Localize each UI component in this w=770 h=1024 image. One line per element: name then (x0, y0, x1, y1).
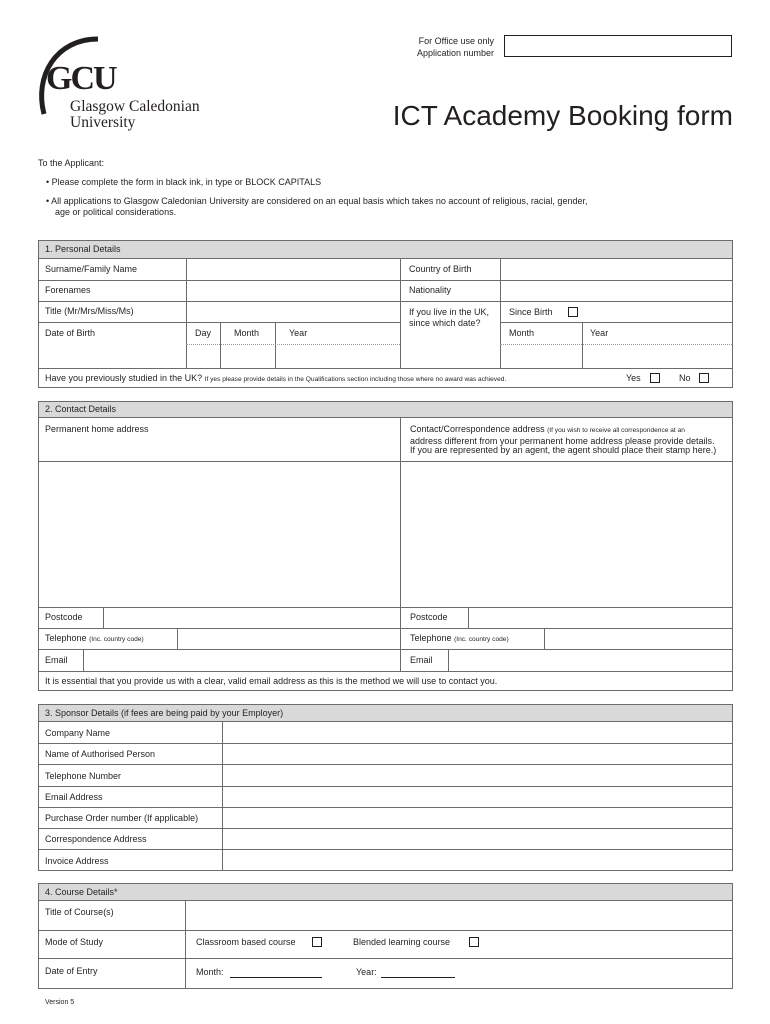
forenames-label: Forenames (45, 285, 91, 295)
telephone-text: Telephone (45, 633, 87, 643)
telephone-field[interactable] (178, 629, 399, 649)
mode-of-study-label: Mode of Study (45, 937, 104, 947)
studied-no-label: No (679, 373, 691, 383)
contact-details-heading: 2. Contact Details (39, 402, 732, 418)
entry-year-label: Year: (356, 967, 377, 977)
studied-note: If yes please provide details in the Qualifications section including those where no award was achieved. (204, 376, 507, 383)
intro-heading: To the Applicant: (38, 158, 105, 168)
dob-month-label: Month (234, 328, 260, 338)
postcode-label: Postcode (45, 612, 83, 622)
surname-field[interactable] (187, 260, 399, 280)
sponsor-po-field[interactable] (223, 808, 731, 828)
sponsor-company-label: Company Name (45, 728, 111, 738)
studied-question-text: Have you previously studied in the UK? (45, 373, 203, 383)
forenames-field[interactable] (187, 281, 399, 301)
intro-bullet-2: • All applications to Glasgow Caledonian University are considered on an equal basis which takes no account of religious, racial, gender, (46, 196, 588, 206)
nationality-label: Nationality (409, 285, 452, 295)
correspondence-note-2: address different from your permanent home address please provide details. (410, 436, 715, 446)
corr-postcode-field[interactable] (469, 608, 731, 628)
email-field[interactable] (84, 650, 399, 671)
sponsor-person-label: Name of Authorised Person (45, 749, 156, 759)
gcu-logo (34, 36, 224, 132)
course-details-heading: 4. Course Details* (39, 884, 732, 901)
personal-details-section (38, 240, 733, 388)
classroom-label: Classroom based course (196, 937, 296, 947)
correspondence-note-3: If you are represented by an agent, the agent should place their stamp here.) (410, 445, 717, 455)
uk-since-label-2: since which date? (409, 318, 481, 328)
since-birth-label: Since Birth (509, 307, 553, 317)
sponsor-email-label: Email Address (45, 792, 103, 802)
surname-label: Surname/Family Name (45, 264, 138, 274)
classroom-checkbox[interactable] (312, 937, 322, 947)
version-label: Version 5 (45, 999, 75, 1006)
corr-telephone-text: Telephone (410, 633, 452, 643)
intro-bullet-2-cont: age or political considerations. (55, 207, 177, 217)
dob-label: Date of Birth (45, 328, 96, 338)
dob-day-label: Day (195, 328, 212, 338)
logo-line2: University (70, 114, 136, 131)
uk-month-label: Month (509, 328, 535, 338)
sponsor-person-field[interactable] (223, 744, 731, 764)
correspondence-address-text: Contact/Correspondence address (410, 424, 545, 434)
entry-month-label: Month: (196, 967, 224, 977)
country-of-birth-label: Country of Birth (409, 264, 472, 274)
sponsor-telephone-label: Telephone Number (45, 771, 122, 781)
telephone-note: (Inc. country code) (89, 636, 144, 643)
course-details-section (38, 883, 733, 989)
correspondence-address-field[interactable] (401, 462, 731, 606)
contact-details-section (38, 401, 733, 691)
corr-email-field[interactable] (449, 650, 731, 671)
blended-checkbox[interactable] (469, 937, 479, 947)
since-birth-checkbox[interactable] (568, 307, 578, 317)
email-label: Email (45, 655, 68, 665)
corr-postcode-label: Postcode (410, 612, 448, 622)
date-of-entry-label: Date of Entry (45, 966, 98, 976)
course-title-field[interactable] (186, 902, 731, 930)
correspondence-address-label (410, 424, 685, 434)
sponsor-details-heading: 3. Sponsor Details (if fees are being paid by your Employer) (39, 705, 732, 722)
corr-telephone-label (410, 633, 509, 643)
permanent-address-field[interactable] (40, 462, 399, 606)
office-use-label: For Office use only (418, 36, 494, 46)
application-number-label: Application number (416, 48, 494, 58)
entry-year-line[interactable] (381, 977, 455, 978)
logo-mark: GCU (46, 60, 116, 97)
corr-telephone-note: (Inc. country code) (454, 636, 509, 643)
sponsor-telephone-field[interactable] (223, 765, 731, 786)
sponsor-po-label: Purchase Order number (If applicable) (45, 813, 199, 823)
studied-no-checkbox[interactable] (699, 373, 709, 383)
application-number-field[interactable] (504, 35, 732, 57)
correspondence-note-1: (If you wish to receive all correspondence at an (547, 427, 685, 434)
telephone-label (45, 633, 144, 643)
nationality-field[interactable] (501, 281, 731, 301)
logo-line1: Glasgow Caledonian (70, 98, 200, 115)
corr-email-label: Email (410, 655, 433, 665)
sponsor-company-field[interactable] (223, 723, 731, 743)
uk-year-label: Year (590, 328, 609, 338)
title-label: Title (Mr/Mrs/Miss/Ms) (45, 306, 134, 316)
uk-since-label-1: If you live in the UK, (409, 307, 490, 317)
studied-question (45, 373, 506, 383)
blended-label: Blended learning course (353, 937, 451, 947)
course-title-label: Title of Course(s) (45, 907, 114, 917)
country-of-birth-field[interactable] (501, 260, 731, 280)
personal-details-heading: 1. Personal Details (39, 241, 732, 259)
page-title: ICT Academy Booking form (392, 100, 733, 131)
email-essential-note: It is essential that you provide us with a clear, valid email address as this is the method we will use to contact you. (45, 676, 498, 686)
entry-month-line[interactable] (230, 977, 322, 978)
sponsor-corr-address-field[interactable] (223, 829, 731, 849)
corr-telephone-field[interactable] (545, 629, 731, 649)
dob-year-label: Year (289, 328, 308, 338)
sponsor-invoice-address-label: Invoice Address (45, 856, 109, 866)
postcode-field[interactable] (104, 608, 399, 628)
intro-bullet-1: • Please complete the form in black ink, in type or BLOCK CAPITALS (46, 177, 322, 187)
sponsor-invoice-address-field[interactable] (223, 850, 731, 870)
studied-yes-label: Yes (626, 373, 641, 383)
dob-field[interactable] (187, 345, 399, 367)
sponsor-email-field[interactable] (223, 787, 731, 807)
studied-yes-checkbox[interactable] (650, 373, 660, 383)
sponsor-details-section (38, 704, 733, 871)
sponsor-corr-address-label: Correspondence Address (45, 834, 147, 844)
title-field[interactable] (187, 302, 399, 322)
permanent-address-label: Permanent home address (45, 424, 149, 434)
